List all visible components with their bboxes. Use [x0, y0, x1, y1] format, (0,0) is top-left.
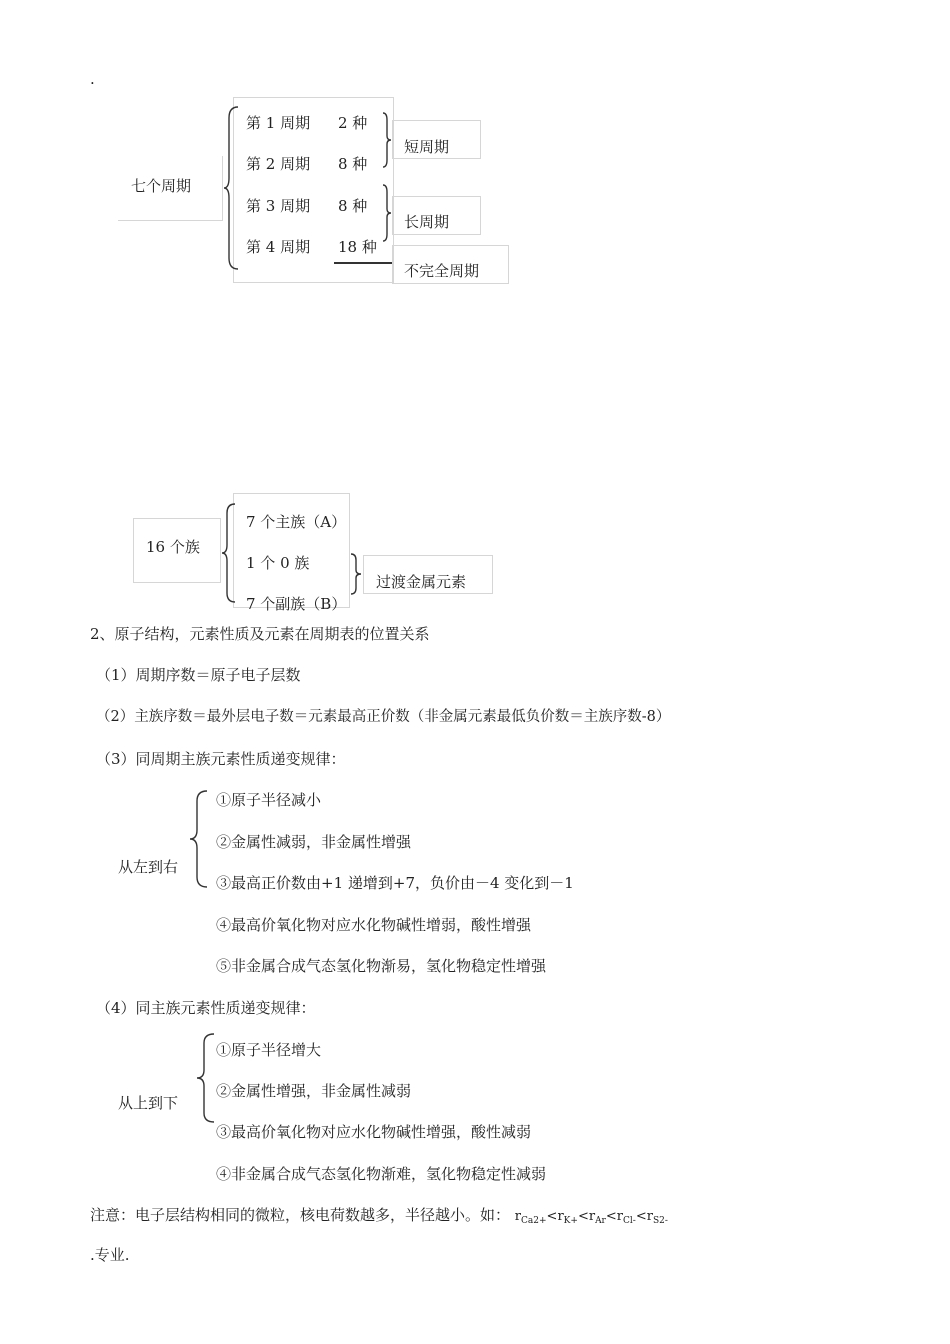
groups-brace	[222, 503, 236, 603]
section2-item4: （4）同主族元素性质递变规律：	[96, 999, 316, 1017]
group-trend-brace	[196, 1033, 216, 1123]
section2-item2: （2）主族序数＝最外层电子数＝元素最高正价数（非金属元素最低负价数＝主族序数-8）	[96, 709, 671, 725]
group-row-sub: 7 个副族（B）	[246, 595, 347, 613]
short-period-brace	[382, 112, 392, 168]
groups-label: 16 个族	[146, 538, 200, 556]
period-row-4-underline	[334, 262, 392, 264]
group-trend-label: 从上到下	[118, 1094, 179, 1112]
period-trend-item-1: ①原子半径减小	[216, 791, 322, 809]
group-row-main: 7 个主族（A）	[246, 513, 347, 531]
incomplete-period-label: 不完全周期	[404, 262, 480, 280]
group-trend-item-2: ②金属性增强，非金属性减弱	[216, 1082, 412, 1100]
section2-item3: （3）同周期主族元素性质递变规律：	[96, 750, 346, 768]
section2-heading: 2、原子结构，元素性质及元素在周期表的位置关系	[90, 625, 430, 643]
group-row-zero: 1 个 0 族	[246, 554, 310, 572]
lt-4: <	[635, 1209, 647, 1224]
period-row-2-count: 8 种	[338, 155, 368, 173]
note-line	[90, 1208, 668, 1226]
period-trend-brace	[189, 790, 209, 888]
footer: .专业.	[90, 1246, 130, 1264]
transition-label: 过渡金属元素	[376, 573, 467, 591]
radius-ar: $r_{Ar}$	[588, 1209, 606, 1226]
transition-brace	[350, 553, 362, 595]
period-trend-item-3: ③最高正价数由+1 递增到+7，负价由－4 变化到－1	[216, 874, 574, 892]
group-trend-item-3: ③最高价氧化物对应水化物碱性增强，酸性减弱	[216, 1123, 532, 1141]
period-trend-item-4: ④最高价氧化物对应水化物碱性增弱，酸性增强	[216, 916, 532, 934]
periods-label-underline	[118, 220, 222, 221]
groups-rows-box	[233, 493, 350, 608]
period-row-1-name: 第 1 周期	[246, 114, 311, 132]
period-trend-label: 从左到右	[118, 858, 179, 876]
periods-brace	[224, 106, 240, 270]
group-trend-item-1: ①原子半径增大	[216, 1041, 322, 1059]
period-row-3-name: 第 3 周期	[246, 197, 311, 215]
note-text: 注意：电子层结构相同的微粒，核电荷数越多，半径越小。如：	[90, 1206, 511, 1224]
header-dot: .	[90, 70, 95, 88]
radius-k: $r_{K+}$	[557, 1209, 578, 1226]
period-row-4-count: 18 种	[338, 238, 377, 256]
periods-label: 七个周期	[131, 177, 192, 195]
period-row-4-name: 第 4 周期	[246, 238, 311, 256]
section2-item1: （1）周期序数＝原子电子层数	[96, 666, 301, 684]
radius-s: $r_{S2-}$	[646, 1209, 668, 1226]
lt-1: <	[546, 1209, 558, 1224]
period-row-1-count: 2 种	[338, 114, 368, 132]
long-period-brace	[382, 184, 392, 242]
lt-3: <	[605, 1209, 617, 1224]
lt-2: <	[577, 1209, 589, 1224]
period-row-2-name: 第 2 周期	[246, 155, 311, 173]
long-period-label: 长周期	[404, 213, 450, 231]
group-trend-item-4: ④非金属合成气态氢化物渐难，氢化物稳定性减弱	[216, 1165, 547, 1183]
period-row-3-count: 8 种	[338, 197, 368, 215]
period-trend-item-5: ⑤非金属合成气态氢化物渐易，氢化物稳定性增强	[216, 957, 547, 975]
radius-cl: $r_{Cl-}$	[616, 1209, 636, 1226]
period-trend-item-2: ②金属性减弱，非金属性增强	[216, 833, 412, 851]
radius-ca: $r_{Ca2+}$	[514, 1209, 547, 1226]
periods-label-rule	[222, 156, 223, 221]
short-period-label: 短周期	[404, 138, 450, 156]
